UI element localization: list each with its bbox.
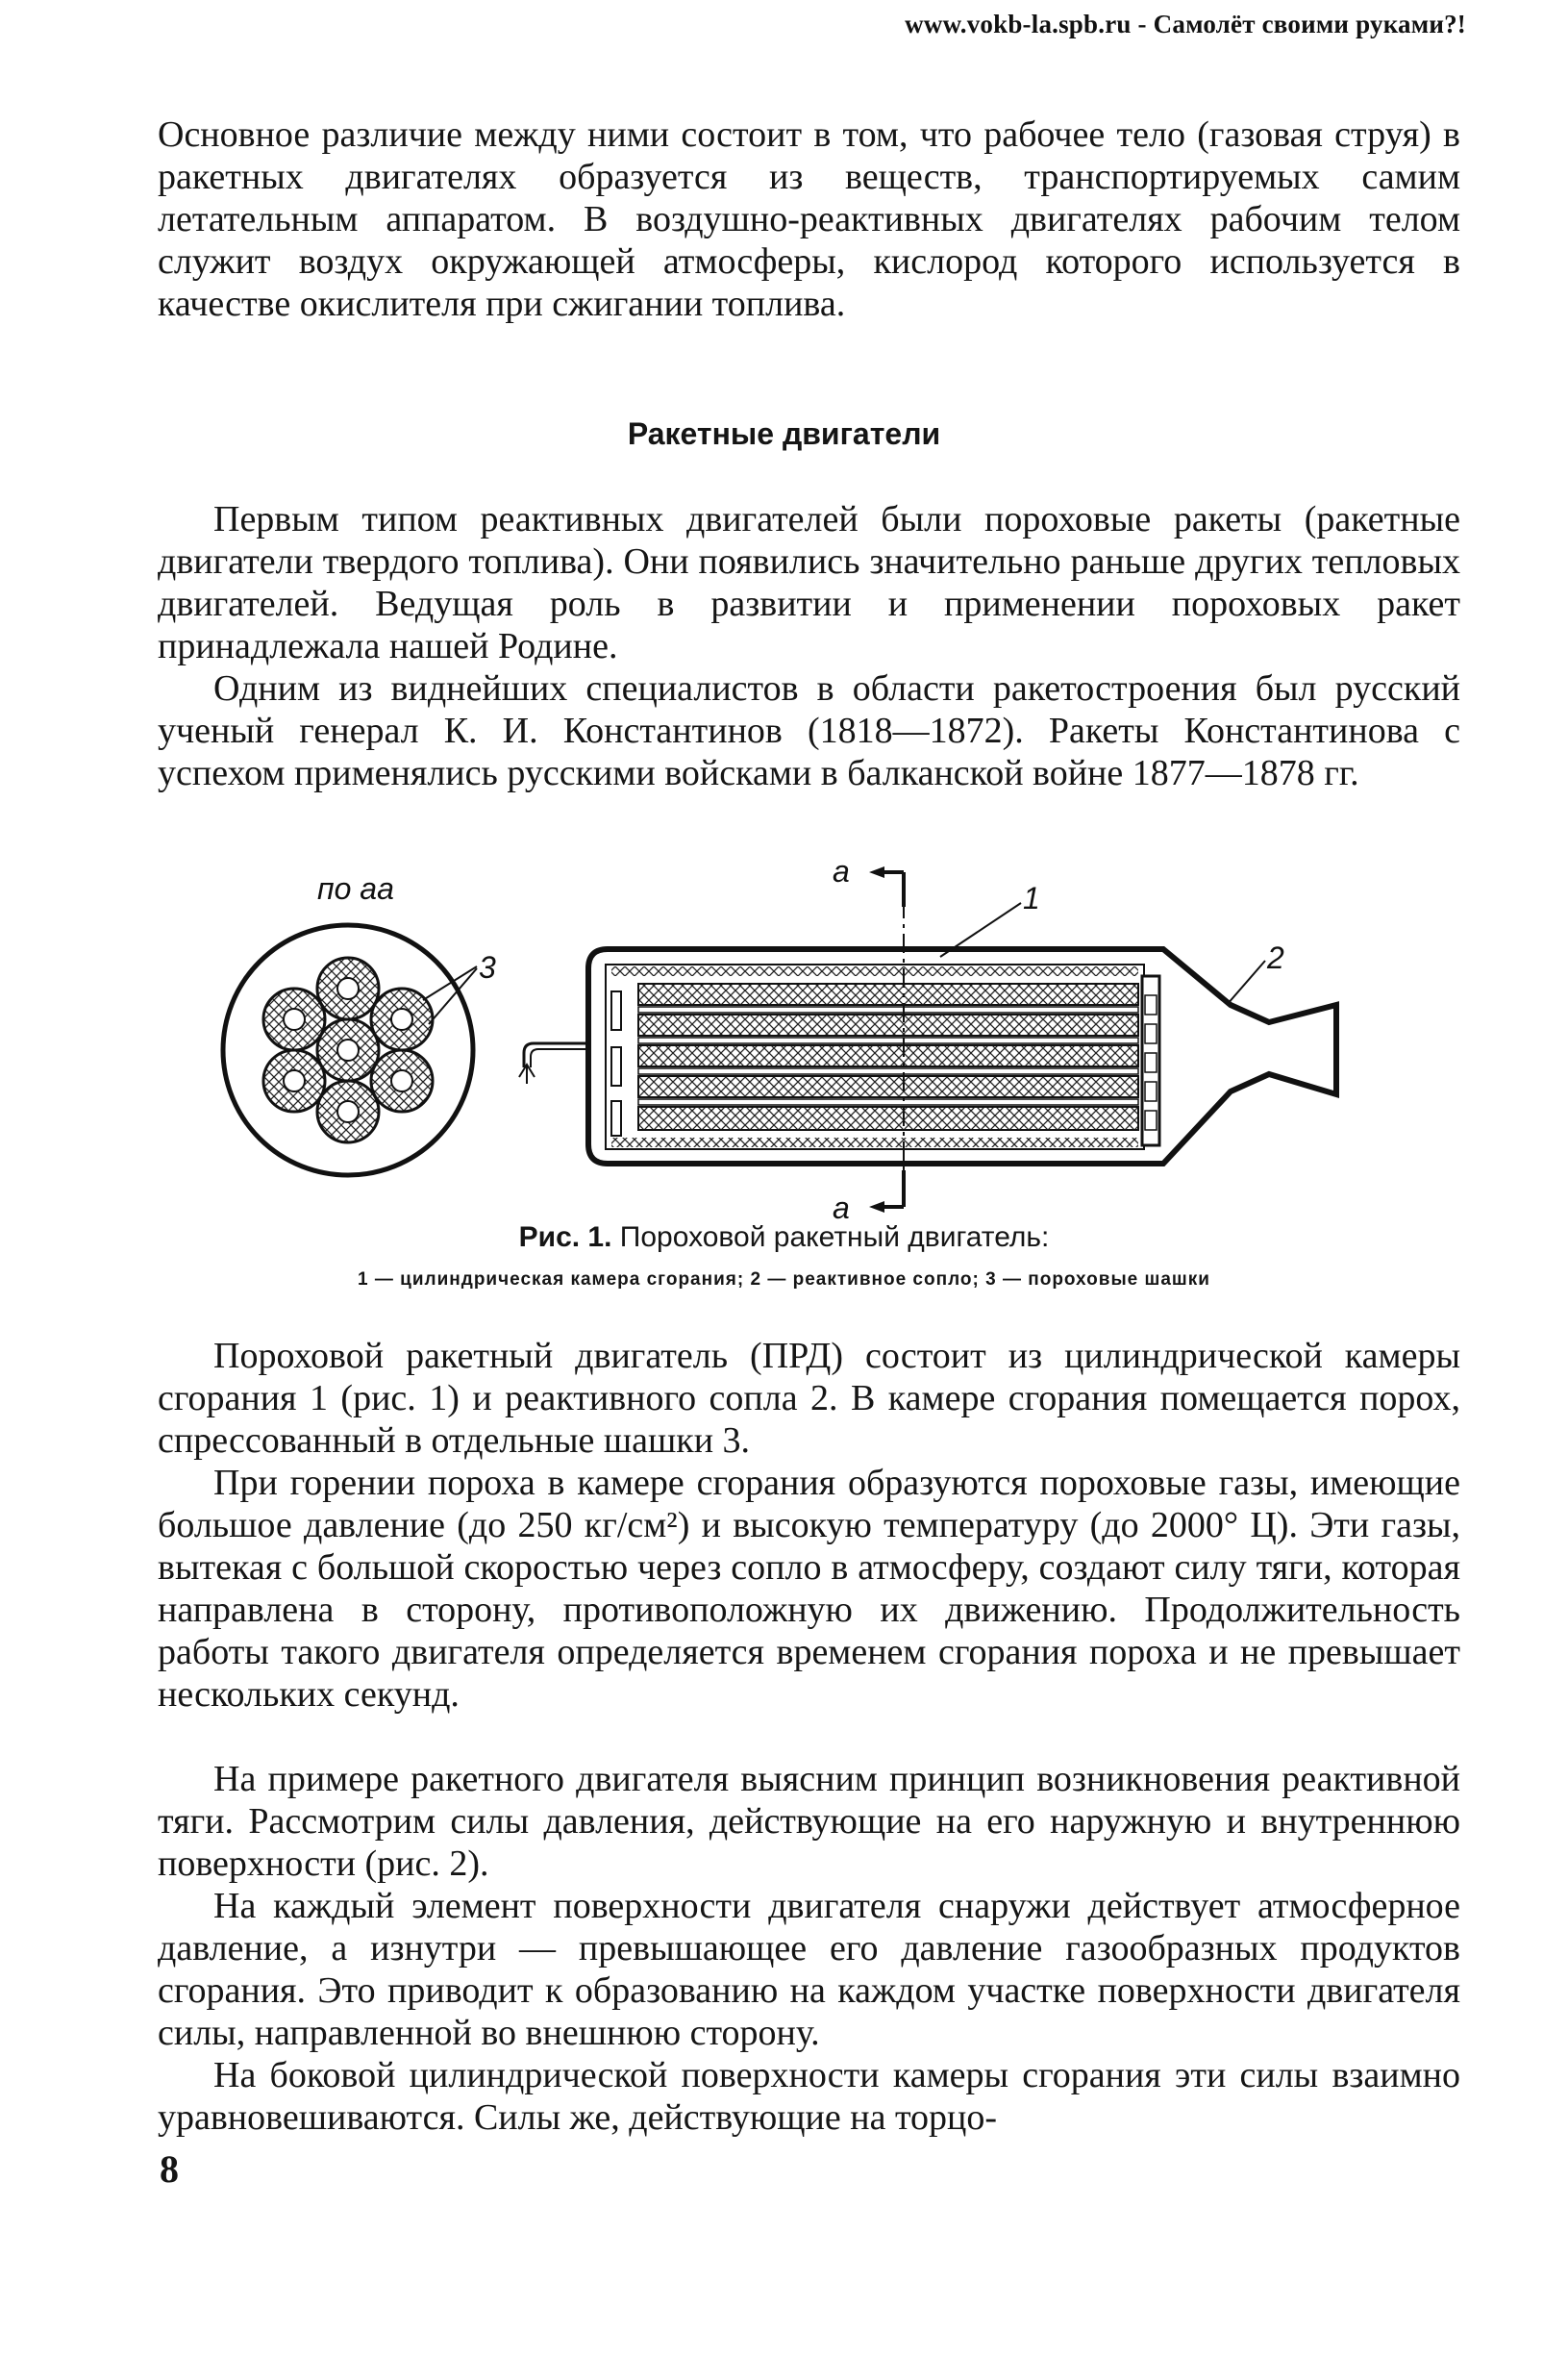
paragraph-intro: Основное различие между ними состоит в том, что рабочее тело (газовая струя) в ракетных двигателях образуется из веществ, транспортируемых самим летательным аппаратом. В воздушно-реактивных двигателях рабочим телом служит воздух окружающей атмосферы, кислород которого используется в качестве окислителя при сжигании топлива. — [158, 114, 1460, 324]
paragraph-pressure: На каждый элемент поверхности двигателя снаружи действует атмосферное давление, а изнутри — превышающее его давление газообразных продуктов сгорания. Это приводит к образованию на каждом участке поверхности двигателя силы, направленной во внешнюю сторону. — [158, 1886, 1460, 2053]
paragraph-first-type: Первым типом реактивных двигателей были пороховые ракеты (ракетные двигатели твердого топлива). Они появились значительно раньше других тепловых двигателей. Ведущая роль в развитии и применении пороховых ракет принадлежала нашей Родине. — [158, 499, 1460, 666]
page-number: 8 — [160, 2147, 179, 2191]
figure-number: Рис. 1. — [518, 1221, 612, 1253]
section-heading: Ракетные двигатели — [627, 416, 941, 451]
label-nozzle: 2 — [1267, 940, 1284, 975]
rocket-engine-diagram — [192, 861, 1423, 1231]
label-grains: 3 — [479, 950, 496, 985]
cut-label-top: a — [833, 861, 850, 889]
paragraph-prd-composition: Пороховой ракетный двигатель (ПРД) состоит из цилиндрической камеры сгорания 1 (рис. 1) и реактивного сопла 2. В камере сгорания помещается порох, спрессованный в отдельные шашки 3. — [158, 1336, 1460, 1461]
cut-label-bottom: a — [833, 1191, 850, 1225]
figure-title: Пороховой ракетный двигатель: — [619, 1221, 1050, 1253]
paragraph-balance: На боковой цилиндрической поверхности камеры сгорания эти силы взаимно уравновешиваются. Силы же, действующие на торцо- — [158, 2055, 1460, 2138]
section-label: по аа — [317, 871, 394, 906]
powder-sticks — [638, 984, 1138, 1130]
label-chamber: 1 — [1023, 881, 1040, 915]
figure-caption — [0, 1221, 1568, 1254]
site-header: www.vokb-la.spb.ru - Самолёт своими руками?! — [905, 10, 1466, 38]
figure-legend: 1 — цилиндрическая камера сгорания; 2 — реактивное сопло; 3 — пороховые шашки — [358, 1269, 1210, 1290]
paragraph-combustion: При горении пороха в камере сгорания образуются пороховые газы, имеющие большое давление (до 250 кг/см²) и высокую температуру (до 2000° Ц). Эти газы, вытекая с большой скоростью через сопло в атмосферу, создают силу тяги, которая направлена в сторону, противоположную их движению. Продолжительность работы такого двигателя определяется временем сгорания пороха и не превышает нескольких секунд. — [158, 1463, 1460, 1715]
longitudinal-view — [519, 861, 1336, 1225]
cross-section-view — [223, 871, 496, 1175]
paragraph-konstantinov: Одним из виднейших специалистов в области ракетостроения был русский ученый генерал К. И. Константинов (1818—1872). Ракеты Константинова с успехом применялись русскими войсками в балканской войне 1877—1878 гг. — [158, 668, 1460, 793]
grate — [1142, 976, 1159, 1145]
rocket-engine-figure — [192, 861, 1423, 1231]
paragraph-thrust-principle: На примере ракетного двигателя выясним принцип возникновения реактивной тяги. Рассмотрим силы давления, действующие на его наружную и внутреннюю поверхности (рис. 2). — [158, 1759, 1460, 1884]
